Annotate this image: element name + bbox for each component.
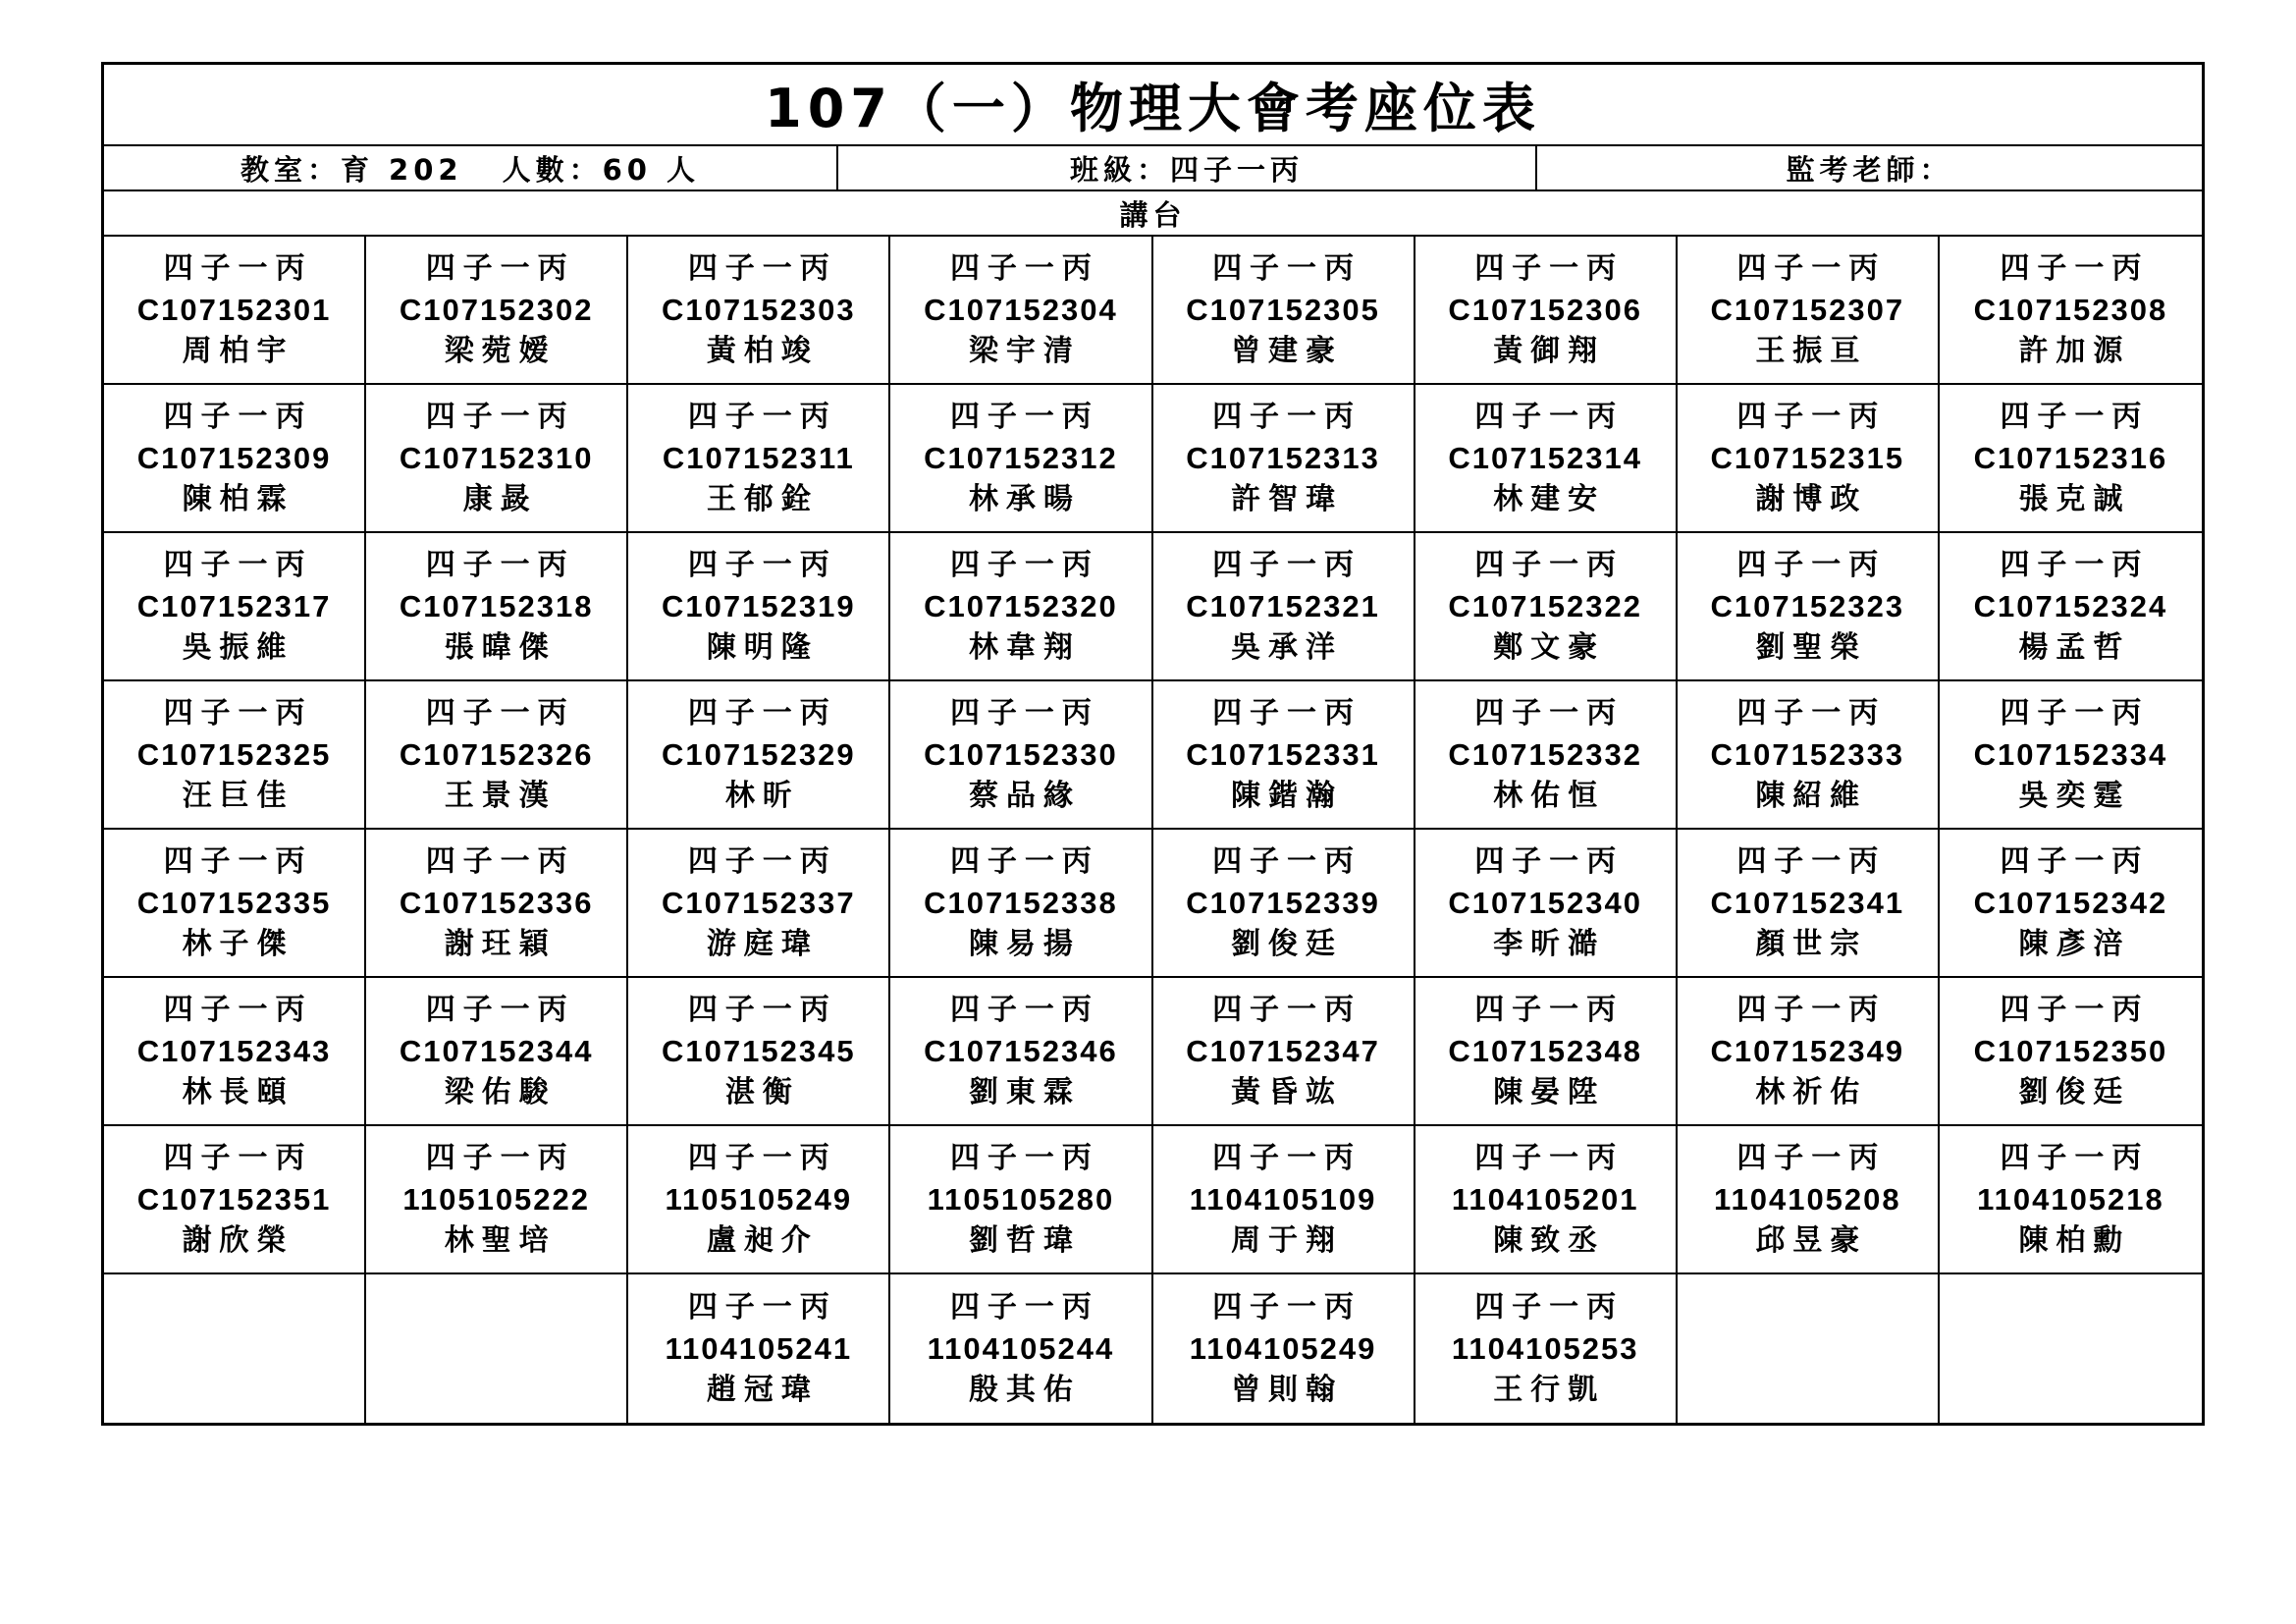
- seat-cell: [628, 1126, 890, 1274]
- seat-student-name: 曾則翰: [1231, 1372, 1344, 1407]
- seat-class: 四子一丙: [949, 1140, 1099, 1175]
- seat-student-id: 1104105109: [1189, 1181, 1377, 1217]
- seat-student-id: C107152309: [136, 440, 332, 475]
- seat-student-name: 吳奕霆: [2018, 778, 2131, 813]
- seat-class: 四子一丙: [949, 250, 1099, 286]
- seat-student-id: C107152321: [1186, 588, 1380, 623]
- seat-cell: [104, 1274, 366, 1423]
- seat-cell: [1678, 533, 1940, 681]
- seat-class: 四子一丙: [1212, 547, 1362, 582]
- seat-class: 四子一丙: [949, 843, 1099, 879]
- seat-student-id: C107152337: [662, 885, 856, 920]
- seat-cell: [628, 237, 890, 385]
- seat-student-id: C107152301: [136, 292, 332, 327]
- page-title: 107（一）物理大會考座位表: [104, 65, 2202, 146]
- seat-student-id: C107152346: [924, 1033, 1118, 1068]
- seat-student-name: 林長頤: [182, 1074, 294, 1110]
- seat-cell: [1940, 385, 2202, 533]
- seat-cell: [1415, 830, 1678, 978]
- seat-class: 四子一丙: [425, 547, 575, 582]
- seat-cell: [104, 533, 366, 681]
- seat-student-id: C107152303: [662, 292, 856, 327]
- seat-cell: [1940, 830, 2202, 978]
- seat-student-name: 陳柏勳: [2018, 1222, 2131, 1258]
- seat-student-name: 張暐傑: [444, 629, 557, 665]
- seat-cell: [1940, 1126, 2202, 1274]
- seat-student-id: C107152305: [1186, 292, 1380, 327]
- seat-class: 四子一丙: [949, 399, 1099, 434]
- seat-student-id: C107152331: [1186, 736, 1380, 772]
- seat-student-name: 劉哲瑋: [968, 1222, 1081, 1258]
- seat-cell: [104, 1126, 366, 1274]
- seat-class: 四子一丙: [949, 992, 1099, 1027]
- seat-class: 四子一丙: [425, 695, 575, 731]
- seat-cell: [628, 681, 890, 830]
- seat-class: 四子一丙: [1212, 695, 1362, 731]
- seat-cell: [1940, 1274, 2202, 1423]
- seat-student-id: C107152306: [1448, 292, 1642, 327]
- seat-student-name: 游庭瑋: [706, 926, 819, 961]
- seat-student-name: 蔡品緣: [968, 778, 1081, 813]
- seat-cell: [1678, 237, 1940, 385]
- seat-cell: [1153, 978, 1415, 1126]
- seat-student-id: C107152349: [1710, 1033, 1905, 1068]
- seat-student-name: 陳紹維: [1755, 778, 1868, 813]
- seat-class: 四子一丙: [2000, 695, 2150, 731]
- seat-cell: [1415, 237, 1678, 385]
- seat-student-id: C107152340: [1448, 885, 1642, 920]
- seat-student-id: C107152320: [924, 588, 1118, 623]
- seat-class: 四子一丙: [1736, 992, 1887, 1027]
- seat-cell: [1153, 385, 1415, 533]
- seat-student-name: 劉東霖: [968, 1074, 1081, 1110]
- seat-class: 四子一丙: [1736, 250, 1887, 286]
- seat-cell: [366, 681, 628, 830]
- seat-cell: [366, 830, 628, 978]
- seat-class: 四子一丙: [949, 695, 1099, 731]
- seat-class: 四子一丙: [1212, 843, 1362, 879]
- seat-student-id: C107152318: [399, 588, 594, 623]
- seat-class: 四子一丙: [163, 250, 313, 286]
- seat-student-id: C107152311: [662, 440, 855, 475]
- seat-cell: [890, 385, 1152, 533]
- seat-student-name: 王行凱: [1493, 1372, 1606, 1407]
- seat-class: 四子一丙: [687, 695, 837, 731]
- seat-student-id: C107152336: [399, 885, 594, 920]
- seat-cell: [890, 1126, 1152, 1274]
- seat-student-name: 楊孟哲: [2018, 629, 2131, 665]
- seat-student-name: 劉俊廷: [2018, 1074, 2131, 1110]
- seat-student-id: C107152317: [136, 588, 332, 623]
- seat-cell: [366, 1274, 628, 1423]
- seat-student-id: C107152330: [924, 736, 1118, 772]
- seat-cell: [890, 830, 1152, 978]
- seat-student-id: 1104105241: [665, 1330, 853, 1366]
- seat-student-id: C107152342: [1973, 885, 2168, 920]
- class-info: [838, 146, 1537, 189]
- headcount-label: 人數：60 人: [502, 152, 701, 187]
- seat-student-id: C107152325: [136, 736, 332, 772]
- seat-student-id: 1104105208: [1713, 1181, 1901, 1217]
- seat-student-name: 陳鍇瀚: [1231, 778, 1344, 813]
- seat-student-name: 陳彥涪: [2018, 926, 2131, 961]
- seat-cell: [628, 533, 890, 681]
- seat-class: 四子一丙: [425, 992, 575, 1027]
- seat-student-name: 殷其佑: [968, 1372, 1081, 1407]
- seat-student-id: C107152307: [1710, 292, 1905, 327]
- seat-student-name: 林韋翔: [968, 629, 1081, 665]
- seat-student-name: 許智瑋: [1231, 481, 1344, 516]
- seat-cell: [890, 533, 1152, 681]
- seat-cell: [628, 830, 890, 978]
- seat-class: 四子一丙: [1474, 695, 1625, 731]
- seat-student-name: 盧昶介: [706, 1222, 819, 1258]
- seat-cell: [890, 1274, 1152, 1423]
- seat-student-name: 周柏宇: [182, 333, 294, 368]
- seat-class: 四子一丙: [1736, 695, 1887, 731]
- seat-class: 四子一丙: [1474, 992, 1625, 1027]
- seat-student-name: 林子傑: [182, 926, 294, 961]
- seat-cell: [1415, 385, 1678, 533]
- seat-student-name: 康晸: [462, 481, 538, 516]
- classroom-info: [104, 146, 838, 189]
- seat-class: 四子一丙: [687, 399, 837, 434]
- seat-cell: [366, 978, 628, 1126]
- seat-class: 四子一丙: [2000, 843, 2150, 879]
- seat-class: 四子一丙: [687, 1140, 837, 1175]
- seat-class: 四子一丙: [1474, 843, 1625, 879]
- seat-student-name: 劉俊廷: [1231, 926, 1344, 961]
- seat-student-name: 湛衡: [724, 1074, 800, 1110]
- seat-student-name: 王振亘: [1755, 333, 1868, 368]
- seat-student-id: 1104105253: [1451, 1330, 1639, 1366]
- seat-class: 四子一丙: [1474, 1140, 1625, 1175]
- seat-cell: [1153, 1126, 1415, 1274]
- seat-cell: [1940, 237, 2202, 385]
- seat-cell: [1415, 681, 1678, 830]
- seat-class: 四子一丙: [687, 1289, 837, 1325]
- seat-cell: [1153, 830, 1415, 978]
- seat-class: 四子一丙: [425, 250, 575, 286]
- seat-student-id: C107152351: [136, 1181, 332, 1217]
- seat-student-id: C107152323: [1710, 588, 1905, 623]
- seat-cell: [628, 1274, 890, 1423]
- seat-class: 四子一丙: [1474, 399, 1625, 434]
- seat-cell: [1415, 533, 1678, 681]
- proctor-label: 監考老師：: [1786, 152, 1953, 187]
- seat-student-name: 林建安: [1493, 481, 1606, 516]
- seat-student-name: 曾建豪: [1231, 333, 1344, 368]
- seat-student-id: 1105105249: [665, 1181, 853, 1217]
- seat-cell: [1153, 681, 1415, 830]
- seat-student-id: C107152347: [1186, 1033, 1380, 1068]
- seat-student-id: C107152335: [136, 885, 332, 920]
- seat-student-id: C107152343: [136, 1033, 332, 1068]
- seat-student-name: 林昕: [724, 778, 800, 813]
- seat-student-id: 1104105249: [1189, 1330, 1377, 1366]
- seat-class: 四子一丙: [2000, 399, 2150, 434]
- seat-student-id: C107152313: [1186, 440, 1380, 475]
- seat-student-id: 1104105201: [1451, 1181, 1639, 1217]
- seat-student-id: 1104105218: [1977, 1181, 2164, 1217]
- seat-student-name: 林聖培: [444, 1222, 557, 1258]
- seat-cell: [628, 978, 890, 1126]
- seat-student-name: 許加源: [2018, 333, 2131, 368]
- seat-grid: [104, 237, 2202, 1423]
- seat-student-id: C107152312: [924, 440, 1118, 475]
- seat-student-id: C107152338: [924, 885, 1118, 920]
- seat-student-name: 謝博政: [1755, 481, 1868, 516]
- seat-student-id: C107152339: [1186, 885, 1380, 920]
- seat-student-id: C107152332: [1448, 736, 1642, 772]
- seat-student-id: C107152348: [1448, 1033, 1642, 1068]
- seat-student-id: C107152314: [1448, 440, 1642, 475]
- seat-student-name: 王郁銓: [706, 481, 819, 516]
- seat-cell: [1153, 237, 1415, 385]
- seat-student-id: C107152302: [399, 292, 594, 327]
- seat-cell: [1678, 681, 1940, 830]
- seat-student-id: 1104105244: [927, 1330, 1115, 1366]
- seat-class: 四子一丙: [687, 843, 837, 879]
- seat-class: 四子一丙: [2000, 992, 2150, 1027]
- seat-cell: [890, 978, 1152, 1126]
- seat-student-id: C107152310: [399, 440, 594, 475]
- seat-class: 四子一丙: [163, 992, 313, 1027]
- seat-cell: [1415, 1274, 1678, 1423]
- seat-cell: [1678, 385, 1940, 533]
- seat-cell: [1678, 1126, 1940, 1274]
- seat-student-id: C107152304: [924, 292, 1118, 327]
- seat-student-id: C107152345: [662, 1033, 856, 1068]
- seat-cell: [1940, 533, 2202, 681]
- seat-class: 四子一丙: [425, 399, 575, 434]
- seat-student-name: 陳易揚: [968, 926, 1081, 961]
- seat-class: 四子一丙: [425, 1140, 575, 1175]
- seat-cell: [366, 1126, 628, 1274]
- seat-cell: [104, 237, 366, 385]
- seat-student-name: 陳晏陞: [1493, 1074, 1606, 1110]
- seat-class: 四子一丙: [687, 250, 837, 286]
- seat-class: 四子一丙: [1474, 547, 1625, 582]
- seat-student-name: 趙冠瑋: [706, 1372, 819, 1407]
- seat-student-name: 林承暘: [968, 481, 1081, 516]
- seat-student-name: 周于翔: [1231, 1222, 1344, 1258]
- seat-cell: [1415, 1126, 1678, 1274]
- info-row: [104, 146, 2202, 191]
- seat-student-name: 陳致丞: [1493, 1222, 1606, 1258]
- seat-class: 四子一丙: [163, 843, 313, 879]
- seat-student-id: C107152341: [1710, 885, 1905, 920]
- seat-class: 四子一丙: [949, 547, 1099, 582]
- seat-class: 四子一丙: [1474, 250, 1625, 286]
- seat-class: 四子一丙: [163, 1140, 313, 1175]
- seat-student-id: C107152324: [1973, 588, 2168, 623]
- seat-student-name: 梁菀嫒: [444, 333, 557, 368]
- seat-student-name: 王景漢: [444, 778, 557, 813]
- seat-student-name: 梁佑駿: [444, 1074, 557, 1110]
- seat-student-id: C107152319: [662, 588, 856, 623]
- seat-student-name: 李昕澔: [1493, 926, 1606, 961]
- classroom-label: 教室：育 202: [240, 152, 463, 187]
- seat-cell: [104, 385, 366, 533]
- seat-student-id: C107152333: [1710, 736, 1905, 772]
- seat-class: 四子一丙: [1212, 399, 1362, 434]
- seat-class: 四子一丙: [2000, 250, 2150, 286]
- seat-class: 四子一丙: [687, 547, 837, 582]
- seat-cell: [1940, 978, 2202, 1126]
- seat-class: 四子一丙: [1736, 547, 1887, 582]
- seat-class: 四子一丙: [1212, 250, 1362, 286]
- seat-student-name: 顏世宗: [1755, 926, 1868, 961]
- seat-class: 四子一丙: [163, 695, 313, 731]
- seat-class: 四子一丙: [163, 399, 313, 434]
- seat-student-name: 梁宇清: [968, 333, 1081, 368]
- seat-class: 四子一丙: [1736, 399, 1887, 434]
- seat-class: 四子一丙: [949, 1289, 1099, 1325]
- seat-cell: [104, 681, 366, 830]
- seat-cell: [890, 237, 1152, 385]
- seat-student-id: C107152329: [662, 736, 856, 772]
- podium: 講台: [104, 191, 2202, 237]
- seat-student-id: 1105105280: [927, 1181, 1115, 1217]
- seat-student-id: 1105105222: [402, 1181, 591, 1217]
- seat-student-id: C107152326: [399, 736, 594, 772]
- seat-student-name: 林佑恒: [1493, 778, 1606, 813]
- seat-student-name: 汪巨佳: [182, 778, 294, 813]
- seat-class: 四子一丙: [1212, 992, 1362, 1027]
- seat-cell: [1415, 978, 1678, 1126]
- seat-class: 四子一丙: [163, 547, 313, 582]
- seat-student-name: 張克誠: [2018, 481, 2131, 516]
- proctor-info: [1537, 146, 2202, 189]
- seat-class: 四子一丙: [687, 992, 837, 1027]
- seat-class: 四子一丙: [1212, 1289, 1362, 1325]
- seat-student-name: 陳明隆: [706, 629, 819, 665]
- seat-cell: [1940, 681, 2202, 830]
- seat-student-id: C107152334: [1973, 736, 2168, 772]
- seat-cell: [1153, 533, 1415, 681]
- seat-student-name: 鄭文豪: [1493, 629, 1606, 665]
- seat-student-name: 黃御翔: [1493, 333, 1606, 368]
- seat-student-name: 黃昏竑: [1231, 1074, 1344, 1110]
- seat-student-name: 劉聖榮: [1755, 629, 1868, 665]
- seat-cell: [1678, 830, 1940, 978]
- seat-cell: [1153, 1274, 1415, 1423]
- seat-student-name: 吳振維: [182, 629, 294, 665]
- seat-student-id: C107152344: [399, 1033, 594, 1068]
- seat-cell: [1678, 978, 1940, 1126]
- seating-chart: [101, 62, 2205, 1426]
- seat-student-name: 邱昱豪: [1755, 1222, 1868, 1258]
- seat-cell: [890, 681, 1152, 830]
- seat-cell: [104, 830, 366, 978]
- seat-student-name: 謝欣榮: [182, 1222, 294, 1258]
- seat-class: 四子一丙: [1736, 843, 1887, 879]
- seat-class: 四子一丙: [425, 843, 575, 879]
- seat-class: 四子一丙: [1212, 1140, 1362, 1175]
- seat-cell: [366, 385, 628, 533]
- seat-student-name: 陳柏霖: [182, 481, 294, 516]
- seat-student-id: C107152350: [1973, 1033, 2168, 1068]
- seat-cell: [1678, 1274, 1940, 1423]
- seat-student-name: 林祈佑: [1755, 1074, 1868, 1110]
- seat-student-name: 謝玨穎: [444, 926, 557, 961]
- seat-cell: [104, 978, 366, 1126]
- seat-student-id: C107152322: [1448, 588, 1642, 623]
- seat-cell: [366, 533, 628, 681]
- seat-student-id: C107152315: [1710, 440, 1905, 475]
- seat-cell: [366, 237, 628, 385]
- seat-class: 四子一丙: [1474, 1289, 1625, 1325]
- seat-student-name: 黃柏竣: [706, 333, 819, 368]
- seat-student-name: 吳承洋: [1231, 629, 1344, 665]
- seat-class: 四子一丙: [2000, 1140, 2150, 1175]
- seat-cell: [628, 385, 890, 533]
- seat-class: 四子一丙: [1736, 1140, 1887, 1175]
- seat-student-id: C107152316: [1973, 440, 2168, 475]
- seat-student-id: C107152308: [1973, 292, 2168, 327]
- class-label: 班級：四子一丙: [1069, 152, 1304, 187]
- seat-class: 四子一丙: [2000, 547, 2150, 582]
